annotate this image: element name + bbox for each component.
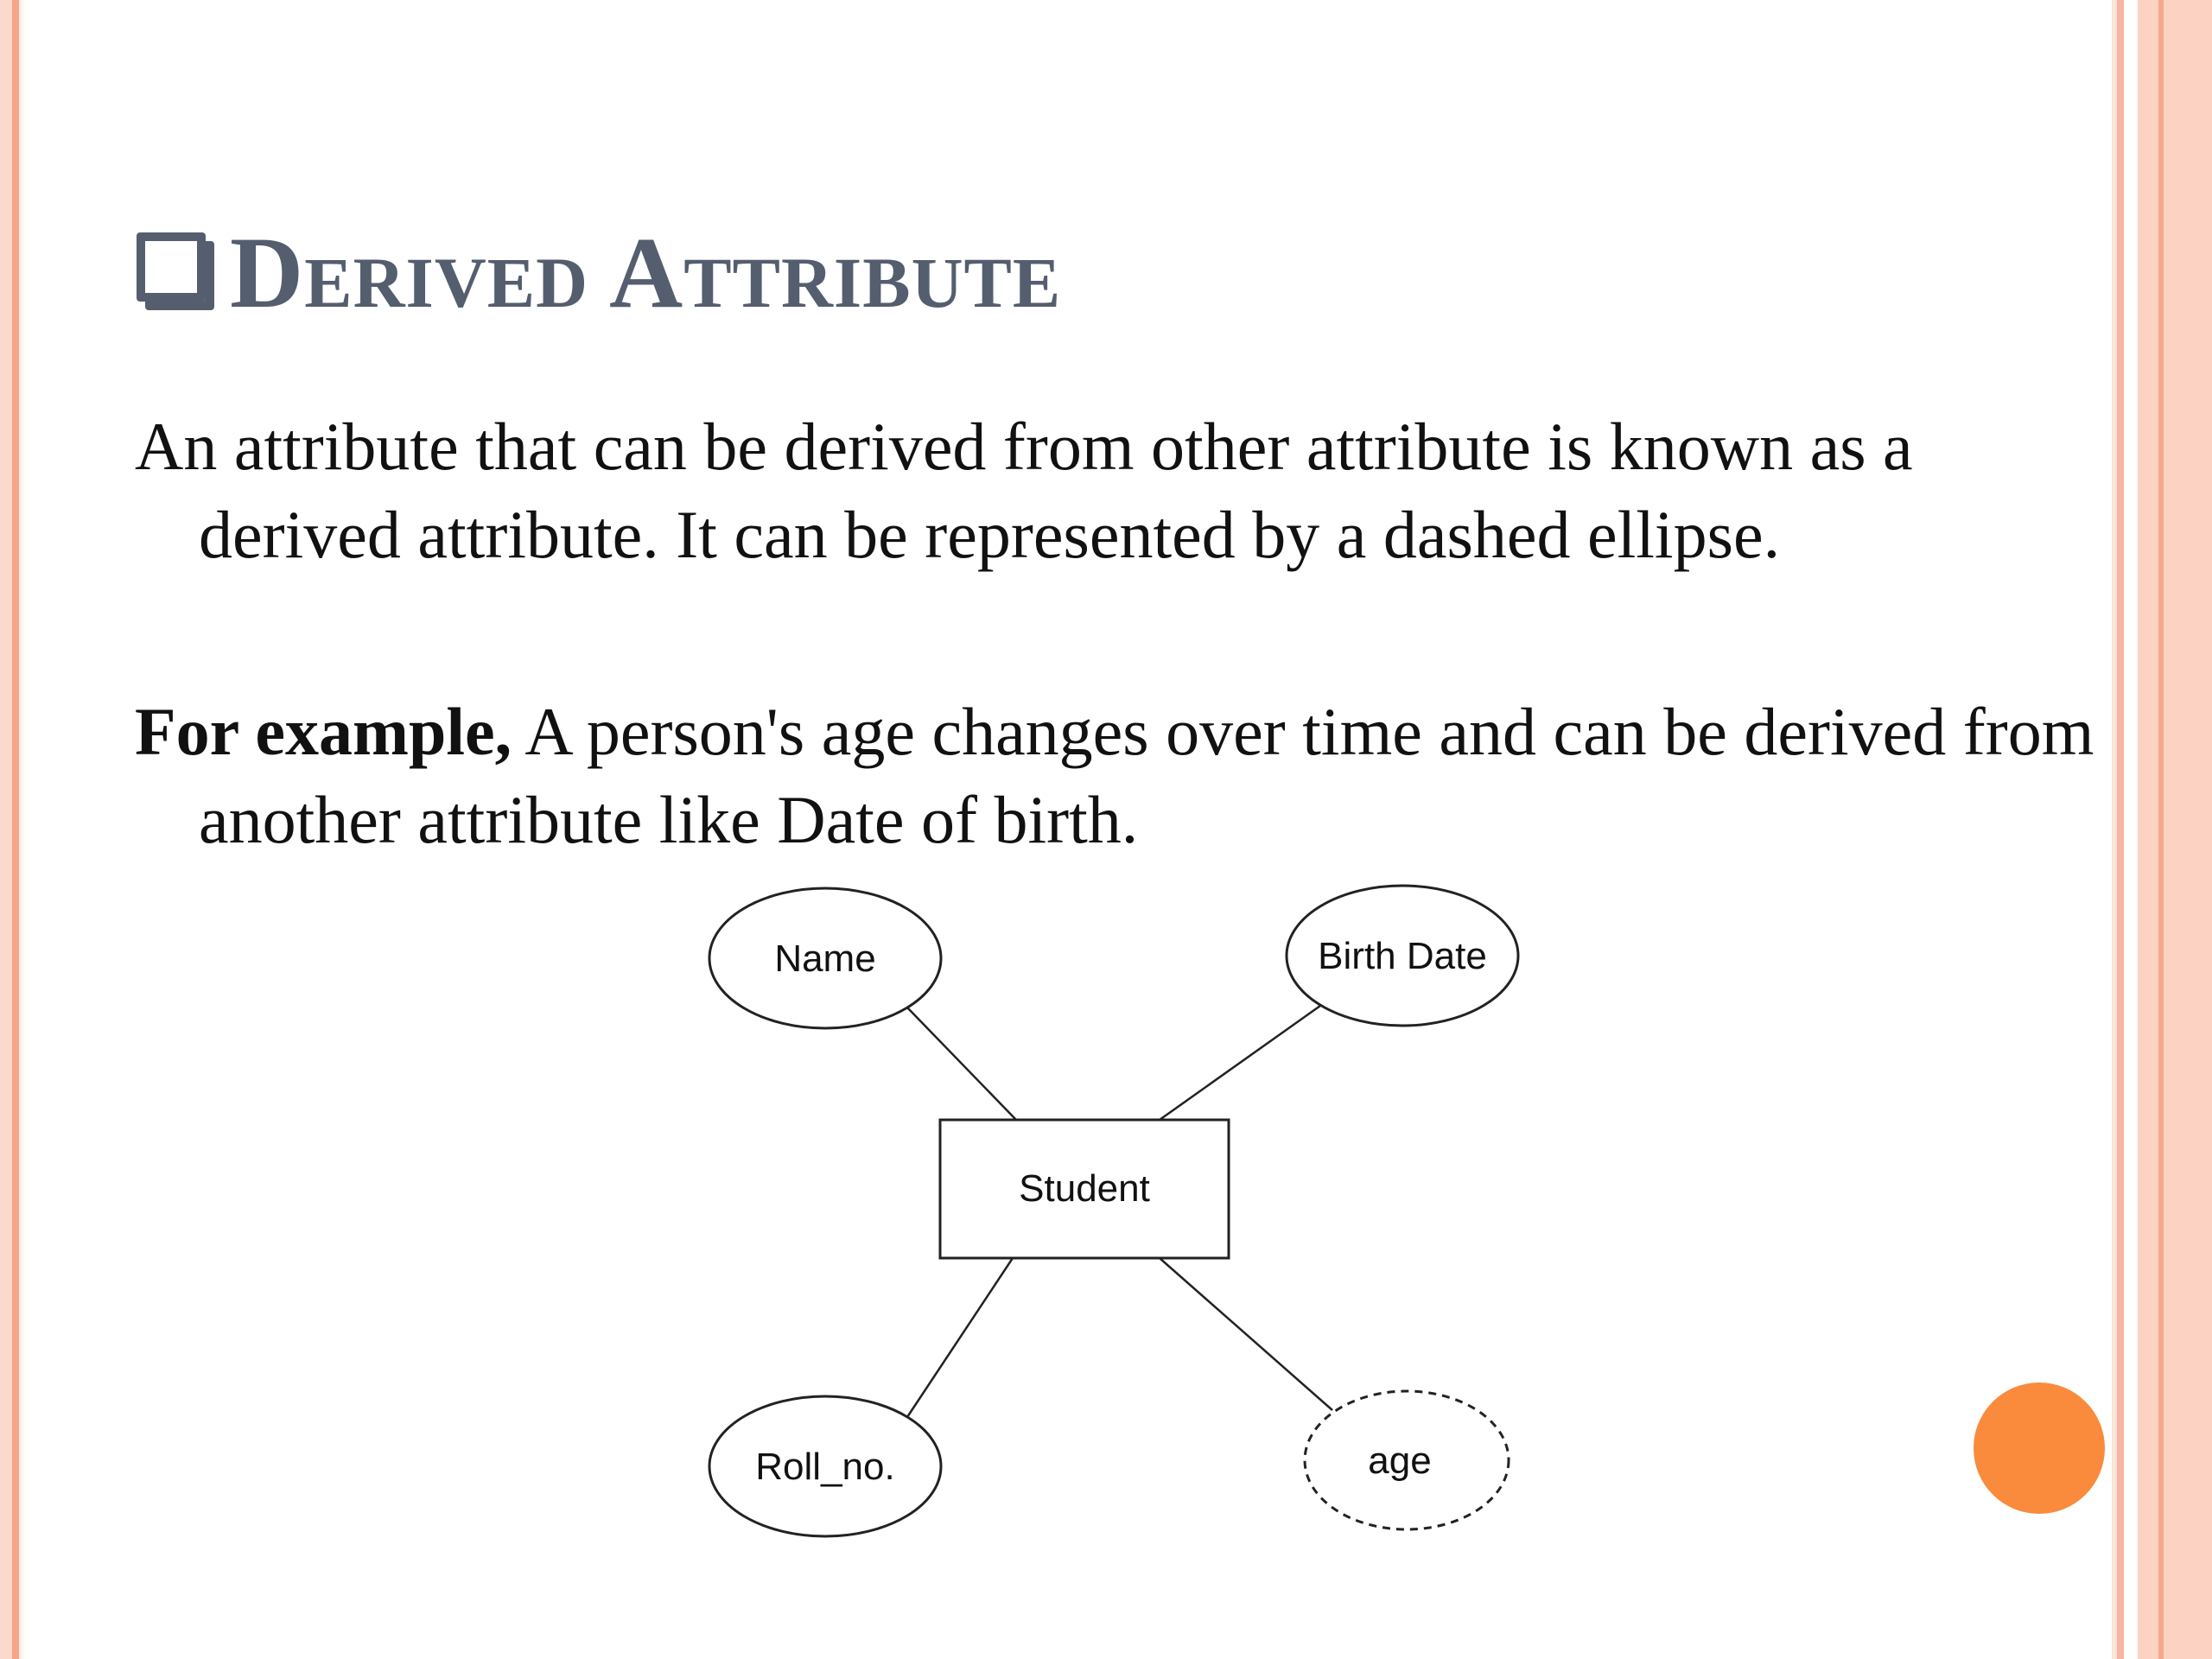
name-attribute-label: Name <box>774 938 876 980</box>
definition-paragraph: An attribute that can be derived from other attribute is known as a derived attribute. It can be represented by a dashed ellipse. <box>135 409 1913 572</box>
age-attribute-label: age <box>1368 1440 1432 1482</box>
example-label: For example, <box>135 694 512 769</box>
roll-no-attribute-label: Roll_no. <box>755 1446 895 1488</box>
slide-title-text: Derived Attribute <box>230 216 1062 329</box>
connector-roll-no <box>907 1258 1013 1417</box>
example-text: A person's age changes over time and can be derived from another attribute like Date of birth. <box>199 694 2094 857</box>
birth-date-attribute-label: Birth Date <box>1318 935 1487 977</box>
orange-circle-decoration <box>1974 1382 2105 1514</box>
student-entity-label: Student <box>1019 1167 1150 1210</box>
connector-age <box>1160 1258 1332 1410</box>
connector-name <box>907 1007 1016 1120</box>
connector-birth-date <box>1160 1006 1320 1120</box>
